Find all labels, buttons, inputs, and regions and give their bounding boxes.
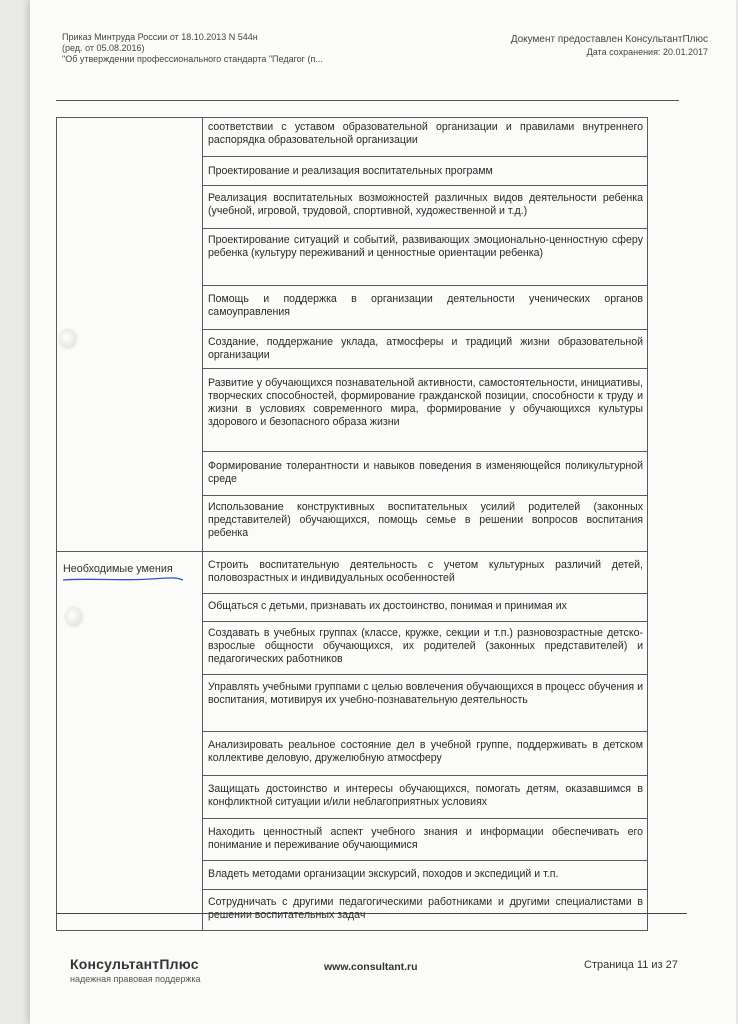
text-cell (203, 496, 648, 552)
text-cell (203, 186, 648, 229)
row-text: Проектирование и реализация воспитательных программ (208, 165, 493, 177)
row-text: Управлять учебными группами с целью вовлечения обучающихся в процесс обучения и воспитания, мотивируя их учебно-познавательную деятельность (208, 681, 643, 706)
row-text: Создавать в учебных группах (классе, кружке, секции и т.п.) разновозрастные детско-взрослые общности обучающихся, их родителей (законных представителей) и педагогических работников (208, 627, 643, 665)
text-cell (203, 776, 648, 819)
document-reference (62, 32, 382, 65)
text-cell (203, 819, 648, 861)
text-cell (203, 330, 648, 369)
row-text: соответствии с уставом образовательной организации и правилами внутреннего распорядка образовательной организации (208, 121, 643, 146)
row-text: Строить воспитательную деятельность с учетом культурных различий детей, половозрастных и индивидуальных особенностей (208, 559, 643, 584)
text-cell (203, 118, 648, 157)
standard-table (56, 117, 648, 931)
text-cell (203, 890, 648, 931)
consultant-logo (70, 956, 201, 984)
table-row (57, 118, 648, 157)
row-text: Проектирование ситуаций и событий, развивающих эмоционально-ценностную сферу ребенка (культуру переживаний и ценностные ориентации ребенка) (208, 234, 643, 259)
label-cell (57, 118, 203, 552)
row-text: Общаться с детьми, признавать их достоинство, понимая и принимая их (208, 600, 567, 612)
document-provider (511, 34, 708, 58)
header-divider (56, 100, 679, 101)
row-text: Находить ценностный аспект учебного знания и информации обеспечивать его понимание и переживание обучающимися (208, 826, 643, 851)
header-left-line-3: "Об утверждении профессионального стандарта "Педагог (п... (62, 54, 323, 64)
text-cell (203, 229, 648, 286)
row-text: Анализировать реальное состояние дел в учебной группе, поддерживать в детском коллективе деловую, дружелюбную атмосферу (208, 739, 643, 764)
row-text: Использование конструктивных воспитательных усилий родителей (законных представителей) обучающихся, помощь семье в решении вопросов воспитания ребенка (208, 501, 643, 539)
provider-line: Документ предоставлен КонсультантПлюс (510, 34, 708, 45)
row-text: Реализация воспитательных возможностей различных видов деятельности ребенка (учебной, игровой, трудовой, спортивной, художественной и т.д.) (208, 192, 643, 217)
row-text: Формирование толерантности и навыков поведения в изменяющейся поликультурной среде (208, 460, 643, 485)
footer-divider (56, 913, 687, 914)
text-cell (203, 452, 648, 496)
section-label (57, 552, 202, 575)
text-cell (203, 552, 648, 594)
text-cell (203, 732, 648, 776)
page-number: Страница 11 из 27 (584, 959, 678, 971)
text-cell (203, 594, 648, 622)
text-cell (203, 369, 648, 452)
header-left-line-2: (ред. от 05.08.2016) (62, 43, 145, 53)
row-text: Владеть методами организации экскурсий, походов и экспедиций и т.п. (208, 868, 559, 880)
text-cell (203, 622, 648, 675)
row-text: Развитие у обучающихся познавательной активности, самостоятельности, инициативы, творческих способностей, формирование гражданской позиции, способности к труду и жизни в условиях современного мира, формирование у обучающихся культуры здорового и безопасного образа жизни (208, 377, 643, 428)
row-text: Защищать достоинство и интересы обучающихся, помогать детям, оказавшимся в конфликтной ситуации и/или неблагоприятных условиях (208, 783, 643, 808)
header-left-line-1: Приказ Минтруда России от 18.10.2013 N 544н (62, 32, 258, 42)
row-text: Сотрудничать с другими педагогическими работниками и другими специалистами в решении воспитательных задач (208, 896, 643, 921)
site-link[interactable]: www.consultant.ru (324, 961, 418, 973)
section-label-text: Необходимые умения (63, 563, 173, 575)
text-cell (203, 286, 648, 330)
table-row (57, 552, 648, 594)
brand-tagline: надежная правовая поддержка (70, 974, 201, 984)
row-text: Создание, поддержание уклада, атмосферы и традиций жизни образовательной организации (208, 336, 643, 361)
row-text: Помощь и поддержка в организации деятельности ученических органов самоуправления (208, 293, 643, 318)
text-cell (203, 675, 648, 732)
pen-underline-mark (61, 576, 185, 582)
brand-name: КонсультантПлюс (70, 956, 199, 972)
save-date: Дата сохранения: 20.01.2017 (586, 47, 708, 57)
text-cell (203, 861, 648, 890)
text-cell (203, 157, 648, 186)
label-cell (57, 552, 203, 931)
